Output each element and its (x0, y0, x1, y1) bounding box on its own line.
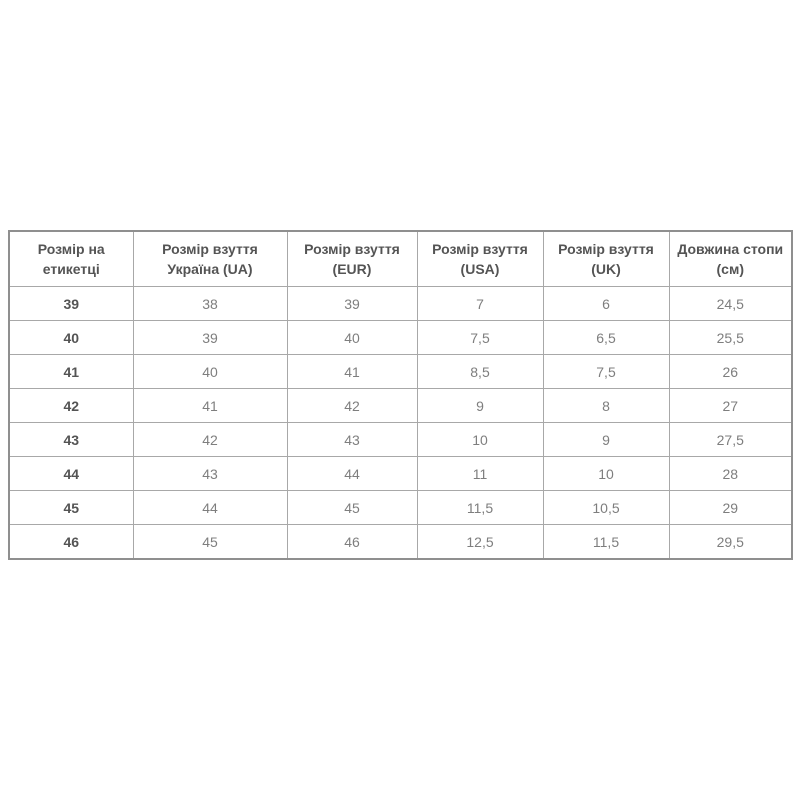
table-row (9, 355, 792, 389)
table-row (9, 423, 792, 457)
col-header-eur-size: Розмір взуття (EUR) (287, 231, 417, 287)
col-header-uk-size: Розмір взуття (UK) (543, 231, 669, 287)
value-cell: 11 (417, 457, 543, 491)
table-row (9, 525, 792, 560)
value-cell: 6,5 (543, 321, 669, 355)
value-cell: 9 (417, 389, 543, 423)
value-cell: 6 (543, 287, 669, 321)
table-row (9, 287, 792, 321)
value-cell: 42 (287, 389, 417, 423)
value-cell: 43 (287, 423, 417, 457)
value-cell: 38 (133, 287, 287, 321)
value-cell: 27,5 (669, 423, 792, 457)
header-row (9, 231, 792, 287)
value-cell: 29,5 (669, 525, 792, 560)
row-label-cell: 43 (9, 423, 133, 457)
col-header-label-size: Розмір на етикетці (9, 231, 133, 287)
size-chart-table (8, 230, 793, 560)
value-cell: 41 (287, 355, 417, 389)
row-label-cell: 45 (9, 491, 133, 525)
value-cell: 39 (133, 321, 287, 355)
value-cell: 11,5 (543, 525, 669, 560)
value-cell: 41 (133, 389, 287, 423)
value-cell: 46 (287, 525, 417, 560)
col-header-usa-size: Розмір взуття (USA) (417, 231, 543, 287)
row-label-cell: 41 (9, 355, 133, 389)
value-cell: 29 (669, 491, 792, 525)
value-cell: 10 (417, 423, 543, 457)
value-cell: 7 (417, 287, 543, 321)
value-cell: 10 (543, 457, 669, 491)
table-row (9, 457, 792, 491)
value-cell: 8,5 (417, 355, 543, 389)
value-cell: 45 (133, 525, 287, 560)
value-cell: 7,5 (417, 321, 543, 355)
value-cell: 44 (133, 491, 287, 525)
row-label-cell: 46 (9, 525, 133, 560)
value-cell: 11,5 (417, 491, 543, 525)
row-label-cell: 39 (9, 287, 133, 321)
value-cell: 40 (133, 355, 287, 389)
value-cell: 44 (287, 457, 417, 491)
col-header-ua-size: Розмір взуття Україна (UA) (133, 231, 287, 287)
value-cell: 40 (287, 321, 417, 355)
value-cell: 25,5 (669, 321, 792, 355)
value-cell: 42 (133, 423, 287, 457)
value-cell: 26 (669, 355, 792, 389)
value-cell: 43 (133, 457, 287, 491)
value-cell: 8 (543, 389, 669, 423)
value-cell: 45 (287, 491, 417, 525)
value-cell: 9 (543, 423, 669, 457)
value-cell: 24,5 (669, 287, 792, 321)
value-cell: 27 (669, 389, 792, 423)
value-cell: 7,5 (543, 355, 669, 389)
value-cell: 10,5 (543, 491, 669, 525)
row-label-cell: 40 (9, 321, 133, 355)
table-row (9, 491, 792, 525)
table-row (9, 321, 792, 355)
value-cell: 39 (287, 287, 417, 321)
row-label-cell: 42 (9, 389, 133, 423)
col-header-foot-length: Довжина стопи (см) (669, 231, 792, 287)
value-cell: 12,5 (417, 525, 543, 560)
table-row (9, 389, 792, 423)
value-cell: 28 (669, 457, 792, 491)
row-label-cell: 44 (9, 457, 133, 491)
